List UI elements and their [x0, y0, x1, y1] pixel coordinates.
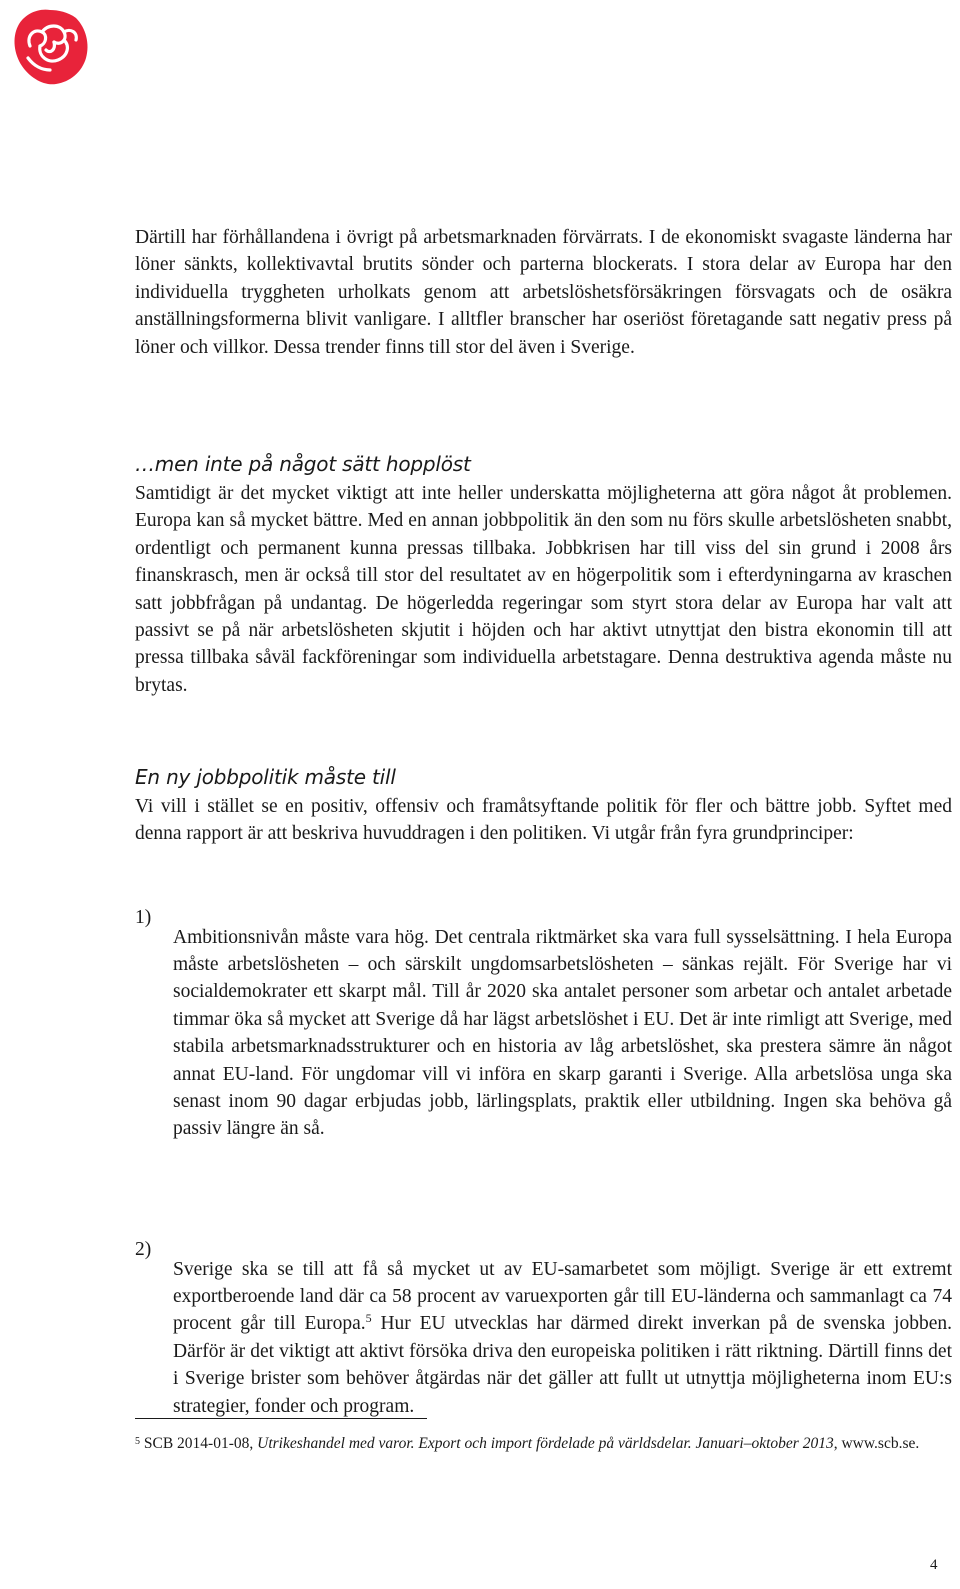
list-item-text-part: Hur EU utvecklas har därmed direkt inverkan på de svenska jobben. Därför är det viktigt att aktivt försöka driva den europeiska politiken i rätt riktning. Därtill finns det i Sverige brister som behöver åtgärdas när det gäller att fullt ut utnyttja möjligheterna inom EU:s strategier, fonder och program. [173, 1313, 952, 1417]
footnote-source: SCB 2014-01-08, [140, 1435, 258, 1452]
footnote-url: , www.scb.se. [833, 1435, 920, 1452]
section-heading-new-policy: En ny jobbpolitik måste till [135, 765, 396, 789]
footnote-divider [135, 1418, 427, 1419]
page-number: 4 [930, 1557, 938, 1573]
list-item-number: 2) [135, 1239, 152, 1260]
party-rose-logo [8, 6, 92, 90]
paragraph-text: Därtill har förhållandena i övrigt på arbetsmarknaden förvärrats. I de ekonomiskt svagaste länderna har löner sänkts, kollektivavtal brutits sönder och parterna blockerats. I stora delar av Europa har den individuella tryggheten urholkats genom att arbetslöshetsförsäkringen försvagats och de osäkra anställningsformerna blivit vanligare. I alltfler branscher har oseriöst företagande satt negativ press på löner och villkor. Dessa trender finns till stor del även i Sverige. [135, 227, 952, 358]
paragraph-text: Samtidigt är det mycket viktigt att inte heller underskatta möjligheterna att göra något åt problemen. Europa kan så mycket bättre. Med en annan jobbpolitik än den som nu förs skulle arbetslösheten snabbt, ordentligt och permanent kunna pressas tillbaka. Jobbkrisen har till viss del sin grund i 2008 års finanskrasch, men är också till stor del resultatet av en högerpolitik som i efterdyningarna av kraschen satt jobbfrågan på undantag. De högerledda regeringar som styrt stora delar av Europa har valt att passivt se på när arbetslösheten skjutit i höjden och har aktivt utnyttjat den bistra ekonomin till att pressa tillbaka såväl fackföreningar som individuella arbetstagare. Denna destruktiva agenda måste nu brytas. [135, 483, 952, 696]
list-item-text-part: Sverige ska se till att få så mycket ut av EU-samarbetet som möjligt. Sverige är ett extremt exportberoende land där ca 58 procent av varuexporten går till EU-länderna och sammanlagt ca 74 procent går till Europa. [173, 1258, 952, 1335]
footnote-number: 5 [135, 1436, 140, 1447]
list-item-number: 1) [135, 907, 152, 928]
paragraph-text: Vi vill i stället se en positiv, offensiv och framåtsyftande politik för fler och bättre jobb. Syftet med denna rapport är att beskriva huvuddragen i den politiken. Vi utgår från fyra grundprinciper: [135, 796, 952, 845]
footnote-reference[interactable]: 5 [365, 1311, 372, 1326]
paragraph-principles-intro [135, 793, 952, 848]
footnote-title: Utrikeshandel med varor. Export och import fördelade på världsdelar. Januari–oktober 2013 [257, 1435, 834, 1452]
list-item [135, 1236, 952, 1439]
list-item [135, 904, 952, 1162]
section-heading-hopeless: …men inte på något sätt hopplöst [135, 452, 471, 476]
paragraph-possibilities [135, 480, 952, 699]
list-item-text [173, 1256, 952, 1420]
footnote [135, 1434, 952, 1454]
list-item-text: Ambitionsnivån måste vara hög. Det centrala riktmärket ska vara full sysselsättning. I hela Europa måste arbetslösheten – och särskilt ungdomsarbetslösheten – sänkas rejält. För Sverige har vi socialdemokrater ett skarpt mål. Till år 2020 ska antalet personer som arbetar och antalet arbetade timmar öka så mycket att Sverige då har lägst arbetslöshet i EU. Det är inte rimligt att Sverige, med stabila arbetsmarknadsstrukturer och en historia av låg arbetslöshet, ska prestera sämre än något annat EU-land. För ungdomar vill vi införa en skarp garanti i Sverige. Alla arbetslösa unga ska senast inom 90 dagar erbjudas jobb, lärlingsplats, praktik eller utbildning. Ingen ska behöva gå passiv längre än så. [173, 926, 952, 1140]
paragraph-intro [135, 224, 952, 361]
